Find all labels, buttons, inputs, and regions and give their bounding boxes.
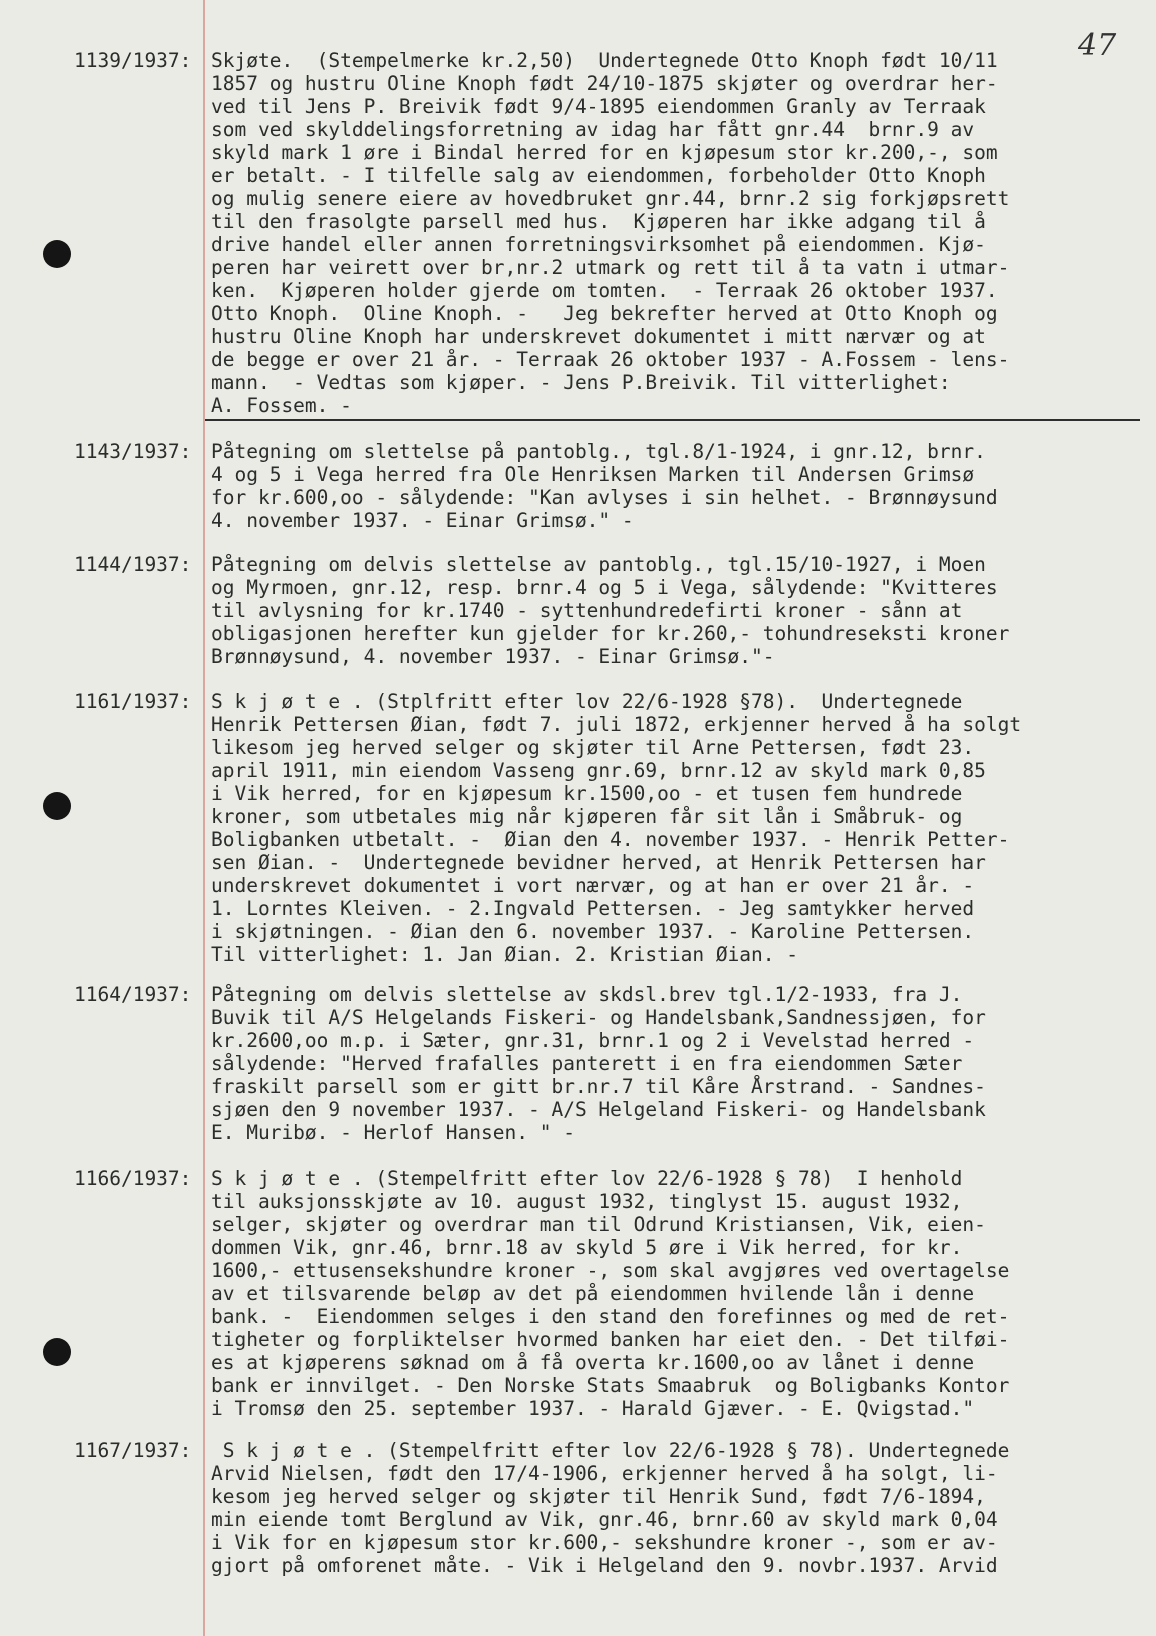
entry-text [211, 983, 1131, 1144]
entry-number: 1161/1937: [74, 690, 192, 713]
entry-line: kr.2600,oo m.p. i Sæter, gnr.31, brnr.1 og 2 i Vevelstad herred - [211, 1029, 975, 1052]
entry-line: bank. - Eiendommen selges i den stand den forefinnes og med de ret- [211, 1305, 1010, 1328]
entry-line: av et tilsvarende beløp av det på eiendommen hvilende lån i denne [211, 1282, 975, 1305]
entry-line: som ved skylddelingsforretning av idag har fått gnr.44 brnr.9 av [211, 118, 975, 141]
entry-line: sen Øian. - Undertegnede bevidner herved, at Henrik Pettersen har [211, 851, 986, 874]
entry-line: Påtegning om slettelse på pantoblg., tgl.8/1-1924, i gnr.12, brnr. [211, 440, 986, 463]
entry-line: i Vik for en kjøpesum stor kr.600,- sekshundre kroner -, som er av- [211, 1531, 998, 1554]
entry-line: S k j ø t e . (Stplfritt efter lov 22/6-1928 §78). Undertegnede [211, 690, 963, 713]
entry-line: til auksjonsskjøte av 10. august 1932, tinglyst 15. august 1932, [211, 1190, 963, 1213]
entry-line: til den frasolgte parsell med hus. Kjøperen har ikke adgang til å [211, 210, 986, 233]
entry-line: til avlysning for kr.1740 - syttenhundredefirti kroner - sånn at [211, 599, 963, 622]
entry-line: Påtegning om delvis slettelse av skdsl.brev tgl.1/2-1933, fra J. [211, 983, 963, 1006]
entry-line: er betalt. - I tilfelle salg av eiendommen, forbeholder Otto Knoph [211, 164, 986, 187]
entry-line: dommen Vik, gnr.46, brnr.18 av skyld 5 øre i Vik herred, for kr. [211, 1236, 963, 1259]
entry-divider [205, 419, 1140, 421]
entry-line: og Myrmoen, gnr.12, resp. brnr.4 og 5 i Vega, sålydende: "Kvitteres [211, 576, 998, 599]
entry-text [211, 1167, 1131, 1420]
punch-hole [43, 240, 71, 268]
entry-line: tigheter og forpliktelser hvormed banken har eiet den. - Det tilføi- [211, 1328, 1010, 1351]
entry-line: skyld mark 1 øre i Bindal herred for en kjøpesum stor kr.200,-, som [211, 141, 998, 164]
entry-line: 4 og 5 i Vega herred fra Ole Henriksen Marken til Andersen Grimsø [211, 463, 975, 486]
entry-text [211, 690, 1131, 966]
entry-line: i Tromsø den 25. september 1937. - Harald Gjæver. - E. Qvigstad." [211, 1397, 975, 1420]
entry-number: 1139/1937: [74, 49, 192, 72]
entry-line: sålydende: "Herved frafalles panterett i en fra eiendommen Sæter [211, 1052, 963, 1075]
entry-line: Henrik Pettersen Øian, født 7. juli 1872, erkjenner herved å ha solgt [211, 713, 1022, 736]
entry-line: Påtegning om delvis slettelse av pantoblg., tgl.15/10-1927, i Moen [211, 553, 986, 576]
punch-hole [43, 792, 71, 820]
entry-number: 1167/1937: [74, 1439, 192, 1462]
entry-line: gjort på omforenet måte. - Vik i Helgeland den 9. novbr.1937. Arvid [211, 1554, 998, 1577]
entry-line: 1. Lorntes Kleiven. - 2.Ingvald Pettersen. - Jeg samtykker herved [211, 897, 975, 920]
entry-line: sjøen den 9 november 1937. - A/S Helgeland Fiskeri- og Handelsbank [211, 1098, 986, 1121]
entry-line: drive handel eller annen forretningsvirksomhet på eiendommen. Kjø- [211, 233, 986, 256]
entry-text [211, 440, 1131, 532]
entry-line: 1857 og hustru Oline Knoph født 24/10-1875 skjøter og overdrar her- [211, 72, 998, 95]
entry-line: Otto Knoph. Oline Knoph. - Jeg bekrefter herved at Otto Knoph og [211, 302, 998, 325]
entry-line: kesom jeg herved selger og skjøter til Henrik Sund, født 7/6-1894, [211, 1485, 986, 1508]
entry-number: 1143/1937: [74, 440, 192, 463]
entry-line: Arvid Nielsen, født den 17/4-1906, erkjenner herved å ha solgt, li- [211, 1462, 998, 1485]
entry-text [211, 1439, 1131, 1577]
entry-line: S k j ø t e . (Stempelfritt efter lov 22/6-1928 § 78). Undertegnede [211, 1439, 1010, 1462]
entry-line: hustru Oline Knoph har underskrevet dokumentet i mitt nærvær og at [211, 325, 986, 348]
entry-line: peren har veirett over br,nr.2 utmark og rett til å ta vatn i utmar- [211, 256, 1010, 279]
entry-line: S k j ø t e . (Stempelfritt efter lov 22/6-1928 § 78) I henhold [211, 1167, 963, 1190]
entry-line: fraskilt parsell som er gitt br.nr.7 til Kåre Årstrand. - Sandnes- [211, 1075, 986, 1098]
entry-line: es at kjøperens søknad om å få overta kr.1600,oo av lånet i denne [211, 1351, 975, 1374]
entry-line: 4. november 1937. - Einar Grimsø." - [211, 509, 634, 532]
entry-line: Brønnøysund, 4. november 1937. - Einar Grimsø."- [211, 645, 775, 668]
entry-line: Skjøte. (Stempelmerke kr.2,50) Undertegnede Otto Knoph født 10/11 [211, 49, 998, 72]
entry-line: obligasjonen herefter kun gjelder for kr.260,- tohundreseksti kroner [211, 622, 1010, 645]
entry-line: Boligbanken utbetalt. - Øian den 4. november 1937. - Henrik Petter- [211, 828, 1010, 851]
page-number: 47 [1078, 28, 1117, 63]
entry-line: april 1911, min eiendom Vasseng gnr.69, brnr.12 av skyld mark 0,85 [211, 759, 986, 782]
entry-line: ved til Jens P. Breivik født 9/4-1895 eiendommen Granly av Terraak [211, 95, 986, 118]
entry-line: og mulig senere eiere av hovedbruket gnr.44, brnr.2 sig forkjøpsrett [211, 187, 1010, 210]
entry-line: de begge er over 21 år. - Terraak 26 oktober 1937 - A.Fossem - lens- [211, 348, 1010, 371]
entry-text [211, 49, 1131, 417]
entry-line: likesom jeg herved selger og skjøter til Arne Pettersen, født 23. [211, 736, 975, 759]
entry-text [211, 553, 1131, 668]
entry-line: i Vik herred, for en kjøpesum kr.1500,oo - et tusen fem hundrede [211, 782, 963, 805]
entry-line: bank er innvilget. - Den Norske Stats Smaabruk og Boligbanks Kontor [211, 1374, 1010, 1397]
entry-line: ken. Kjøperen holder gjerde om tomten. - Terraak 26 oktober 1937. [211, 279, 998, 302]
entry-line: min eiende tomt Berglund av Vik, gnr.46, brnr.60 av skyld mark 0,04 [211, 1508, 998, 1531]
entry-number: 1164/1937: [74, 983, 192, 1006]
entry-number: 1166/1937: [74, 1167, 192, 1190]
entry-line: Buvik til A/S Helgelands Fiskeri- og Handelsbank,Sandnessjøen, for [211, 1006, 986, 1029]
entry-line: mann. - Vedtas som kjøper. - Jens P.Breivik. Til vitterlighet: [211, 371, 951, 394]
entry-line: kroner, som utbetales mig når kjøperen får sit lån i Småbruk- og [211, 805, 963, 828]
entry-line: for kr.600,oo - sålydende: "Kan avlyses i sin helhet. - Brønnøysund [211, 486, 998, 509]
entry-line: i skjøtningen. - Øian den 6. november 1937. - Karoline Pettersen. [211, 920, 975, 943]
entry-line: A. Fossem. - [211, 394, 352, 417]
margin-line [203, 0, 205, 1636]
entry-number: 1144/1937: [74, 553, 192, 576]
entry-line: Til vitterlighet: 1. Jan Øian. 2. Kristian Øian. - [211, 943, 798, 966]
entry-line: selger, skjøter og overdrar man til Odrund Kristiansen, Vik, eien- [211, 1213, 986, 1236]
punch-hole [43, 1338, 71, 1366]
entry-line: 1600,- ettusensekshundre kroner -, som skal avgjøres ved overtagelse [211, 1259, 1010, 1282]
entry-line: underskrevet dokumentet i vort nærvær, og at han er over 21 år. - [211, 874, 975, 897]
entry-line: E. Muribø. - Herlof Hansen. " - [211, 1121, 575, 1144]
